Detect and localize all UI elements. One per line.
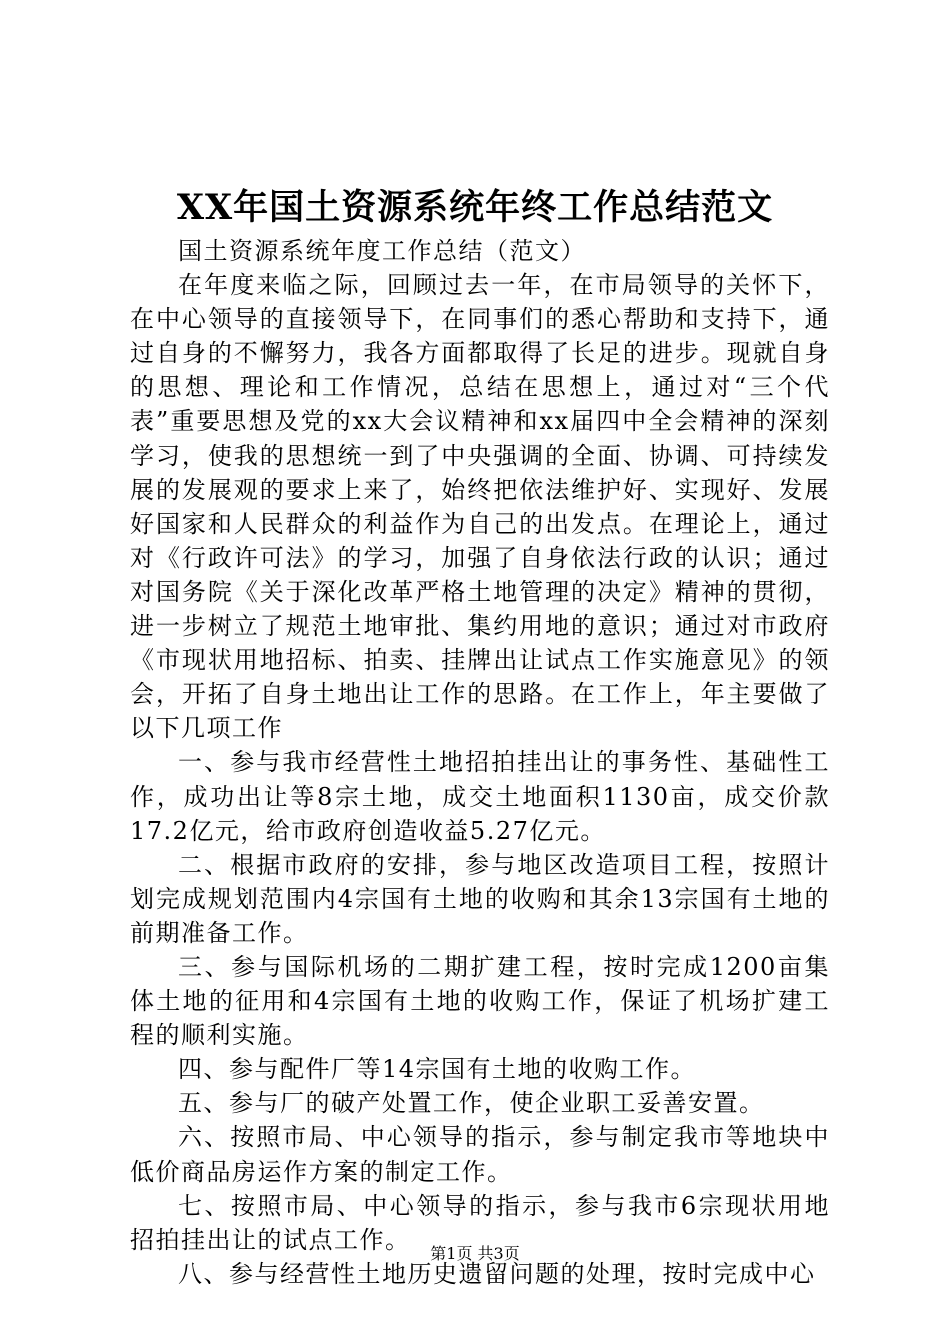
item-paragraph-4: 四、参与配件厂等14宗国有土地的收购工作。: [178, 1055, 697, 1084]
item-paragraph-8: 八、参与经营性土地历史遗留问题的处理，按时完成中心: [178, 1259, 816, 1288]
item-paragraph-2: 二、根据市政府的安排，参与地区改造项目工程，按照计划完成规划范围内4宗国有土地的收购和其余13宗国有土地的前期准备工作。: [130, 850, 830, 947]
document-title: XX年国土资源系统年终工作总结范文: [176, 187, 774, 228]
document-body: [130, 234, 830, 1291]
item-paragraph-3: 三、参与国际机场的二期扩建工程，按时完成1200亩集体土地的征用和4宗国有土地的收购工作，保证了机场扩建工程的顺利实施。: [130, 952, 830, 1050]
page-footer: 第1页 共3页: [430, 1244, 520, 1263]
subtitle-paragraph: 国土资源系统年度工作总结（范文）: [178, 237, 586, 265]
item-paragraph-7: 七、按照市局、中心领导的指示，参与我市6宗现状用地招拍挂出让的试点工作。: [130, 1191, 830, 1254]
item-paragraph-5: 五、参与厂的破产处置工作，使企业职工妥善安置。: [178, 1089, 765, 1118]
intro-paragraph: 在年度来临之际，回顾过去一年，在市局领导的关怀下，在中心领导的直接领导下，在同事们的悉心帮助和支持下，通过自身的不懈努力，我各方面都取得了长足的进步。现就自身的思想、理论和工作情况，总结在思想上，通过对“三个代表”重要思想及党的xx大会议精神和xx届四中全会精神的深刻学习，使我的思想统一到了中央强调的全面、协调、可持续发展的发展观的要求上来了，始终把依法维护好、实现好、发展好国家和人民群众的利益作为自己的出发点。在理论上，通过对《行政许可法》的学习，加强了自身依法行政的认识；通过对国务院《关于深化改革严格土地管理的决定》精神的贯彻，进一步树立了规范土地审批、集约用地的意识；通过对市政府《市现状用地招标、拍卖、挂牌出让试点工作实施意见》的领会，开拓了自身土地出让工作的思路。在工作上，年主要做了以下几项工作: [130, 271, 830, 743]
item-paragraph-6: 六、按照市局、中心领导的指示，参与制定我市等地块中低价商品房运作方案的制定工作。: [130, 1123, 830, 1186]
item-paragraph-1: 一、参与我市经营性土地招拍挂出让的事务性、基础性工作，成功出让等8宗土地，成交土地面积1130亩，成交价款17.2亿元，给市政府创造收益5.27亿元。: [130, 748, 830, 845]
